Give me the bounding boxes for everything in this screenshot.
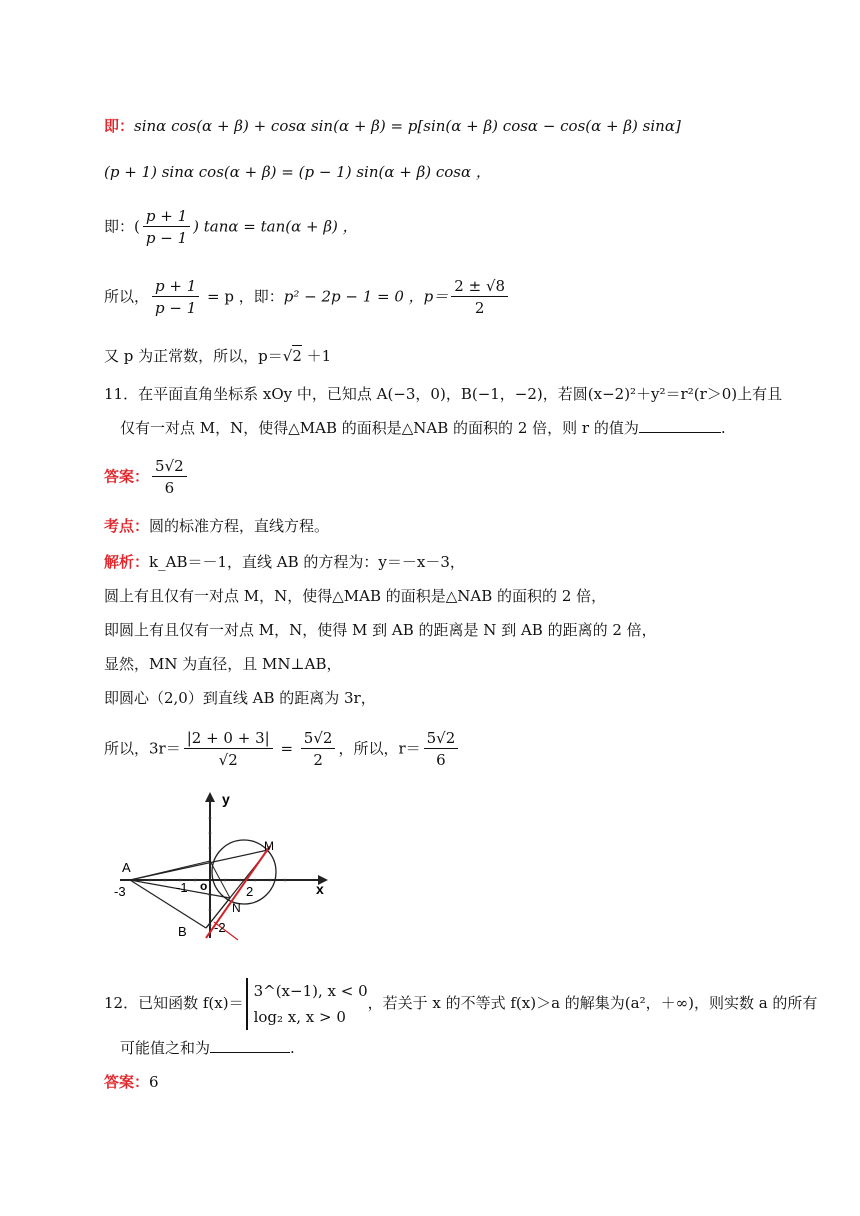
- denominator: 2: [313, 751, 323, 769]
- numerator: 5√2: [301, 728, 336, 749]
- colon: ：: [134, 553, 150, 571]
- radicand: 2: [292, 347, 302, 365]
- equation-line-1: [104, 116, 681, 136]
- geometry-diagram: [110, 788, 350, 948]
- solution-line-1: 圆上有且仅有一对点 M，N，使得△MAB 的面积是△NAB 的面积的 2 倍，: [104, 587, 607, 605]
- sqrt-symbol: √: [282, 347, 293, 365]
- text: ＋1: [301, 347, 332, 365]
- tick-label-2: 2: [246, 884, 254, 899]
- numerator: p + 1: [143, 206, 190, 227]
- period: .: [720, 419, 726, 437]
- denominator: √2: [218, 751, 238, 769]
- solution-line-5: [104, 728, 461, 771]
- denominator: p − 1: [155, 299, 197, 317]
- colon: ：: [134, 1073, 150, 1091]
- numerator: p + 1: [152, 276, 199, 297]
- line-chord: [130, 861, 210, 880]
- answer-blank: [210, 1036, 290, 1053]
- kaodian-line: [104, 516, 329, 536]
- denominator: 6: [164, 479, 175, 497]
- denominator: p − 1: [145, 229, 188, 247]
- numerator: |2 + 0 + 3|: [184, 728, 273, 749]
- question-text: 仅有一对点 M，N，使得△MAB 的面积是△NAB 的面积的 2 倍，则 r 的值为: [120, 419, 639, 437]
- question-11-line-2: [120, 416, 726, 438]
- equation-line-4: [104, 276, 511, 319]
- point-M-label: M: [264, 839, 274, 853]
- fraction: [152, 276, 199, 319]
- answer-12: [104, 1072, 159, 1092]
- prefix-label: 即：: [104, 117, 135, 135]
- numerator: 5√2: [152, 456, 187, 477]
- equation: ) tanα = tan(α + β) ，: [193, 217, 358, 236]
- answer-label: 答案: [104, 467, 135, 486]
- answer-value: 6: [149, 1073, 159, 1091]
- question-text: 12．已知函数 f(x)＝: [104, 994, 244, 1012]
- numerator: 2 ± √8: [451, 276, 508, 297]
- fraction: [152, 456, 187, 499]
- kaodian-text: 圆的标准方程，直线方程。: [149, 517, 330, 535]
- solution-line-3: 显然，MN 为直径，且 MN⊥AB，: [104, 655, 342, 673]
- paren: (: [134, 217, 140, 236]
- point-N-label: N: [232, 901, 241, 915]
- fraction: [143, 206, 190, 249]
- equation: (p + 1) sinα cos(α + β) = (p − 1) sin(α + β) cosα ，: [104, 163, 491, 181]
- tick-label-neg1: -1: [176, 880, 188, 895]
- point-A-label: A: [122, 860, 131, 875]
- tick-label-neg3: -3: [114, 884, 126, 899]
- x-axis-label: x: [316, 881, 324, 897]
- kaodian-label: 考点: [104, 517, 135, 535]
- colon: ：: [134, 467, 150, 486]
- text: ，所以，r＝: [338, 739, 421, 758]
- tick-label-neg2: -2: [214, 920, 226, 935]
- solution-line-2: 即圆上有且仅有一对点 M，N，使得 M 到 AB 的距离是 N 到 AB 的距离的 2 倍，: [104, 621, 657, 639]
- conclusion-line: [104, 346, 331, 366]
- equation: = p ，即：: [202, 287, 284, 306]
- prefix-label: 即：: [104, 217, 135, 236]
- answer-blank: [639, 416, 721, 433]
- jiexi-label: 解析: [104, 553, 135, 571]
- denominator: 2: [474, 299, 485, 317]
- question-text: 可能值之和为: [120, 1039, 211, 1057]
- equals: =: [275, 739, 298, 758]
- colon: ：: [134, 517, 150, 535]
- question-11-line-1: 11．在平面直角坐标系 xOy 中，已知点 A(−3，0)，B(−1，−2)，若圆(x−2)²＋y²＝r²(r＞0)上有且: [104, 385, 783, 403]
- jiexi-line: [104, 552, 465, 572]
- answer-label: 答案: [104, 1073, 135, 1091]
- fraction: [301, 728, 336, 771]
- fraction: [184, 728, 273, 771]
- denominator: 6: [436, 751, 446, 769]
- prefix-label: 所以，: [104, 287, 150, 306]
- equation-line-2: [104, 162, 491, 182]
- equation: p² − 2p − 1 = 0 ，p＝: [283, 287, 449, 306]
- point-B-label: B: [178, 924, 187, 939]
- fraction: [451, 276, 508, 319]
- solution-line-4: 即圆心（2,0）到直线 AB 的距离为 3r，: [104, 689, 376, 707]
- numerator: 5√2: [424, 728, 459, 749]
- cases: [246, 978, 368, 1030]
- question-12-line-1: [104, 978, 817, 1030]
- question-text: ，若关于 x 的不等式 f(x)＞a 的解集为(a²，＋∞)，则实数 a 的所有: [367, 994, 818, 1012]
- case-2: log₂ x, x > 0: [253, 1008, 346, 1026]
- period: .: [290, 1039, 295, 1057]
- text: 所以，3r＝: [104, 739, 181, 758]
- piecewise-function: [244, 978, 368, 1030]
- equation: sinα cos(α + β) + cosα sin(α + β) = p[sin(α + β) cosα − cos(α + β) sinα]: [134, 117, 681, 135]
- equation-line-3: [104, 206, 358, 249]
- case-1: 3^(x−1), x < 0: [253, 982, 368, 1000]
- y-axis-label: y: [222, 791, 230, 807]
- answer-11: [104, 456, 190, 499]
- question-12-line-2: [120, 1036, 295, 1058]
- fraction: [424, 728, 459, 771]
- y-axis-arrow: [205, 792, 215, 802]
- origin-label: o: [200, 879, 208, 893]
- text: 又 p 为正常数，所以，p＝: [104, 347, 283, 365]
- jiexi-text: k_AB＝－1，直线 AB 的方程为：y＝－x－3，: [149, 553, 465, 571]
